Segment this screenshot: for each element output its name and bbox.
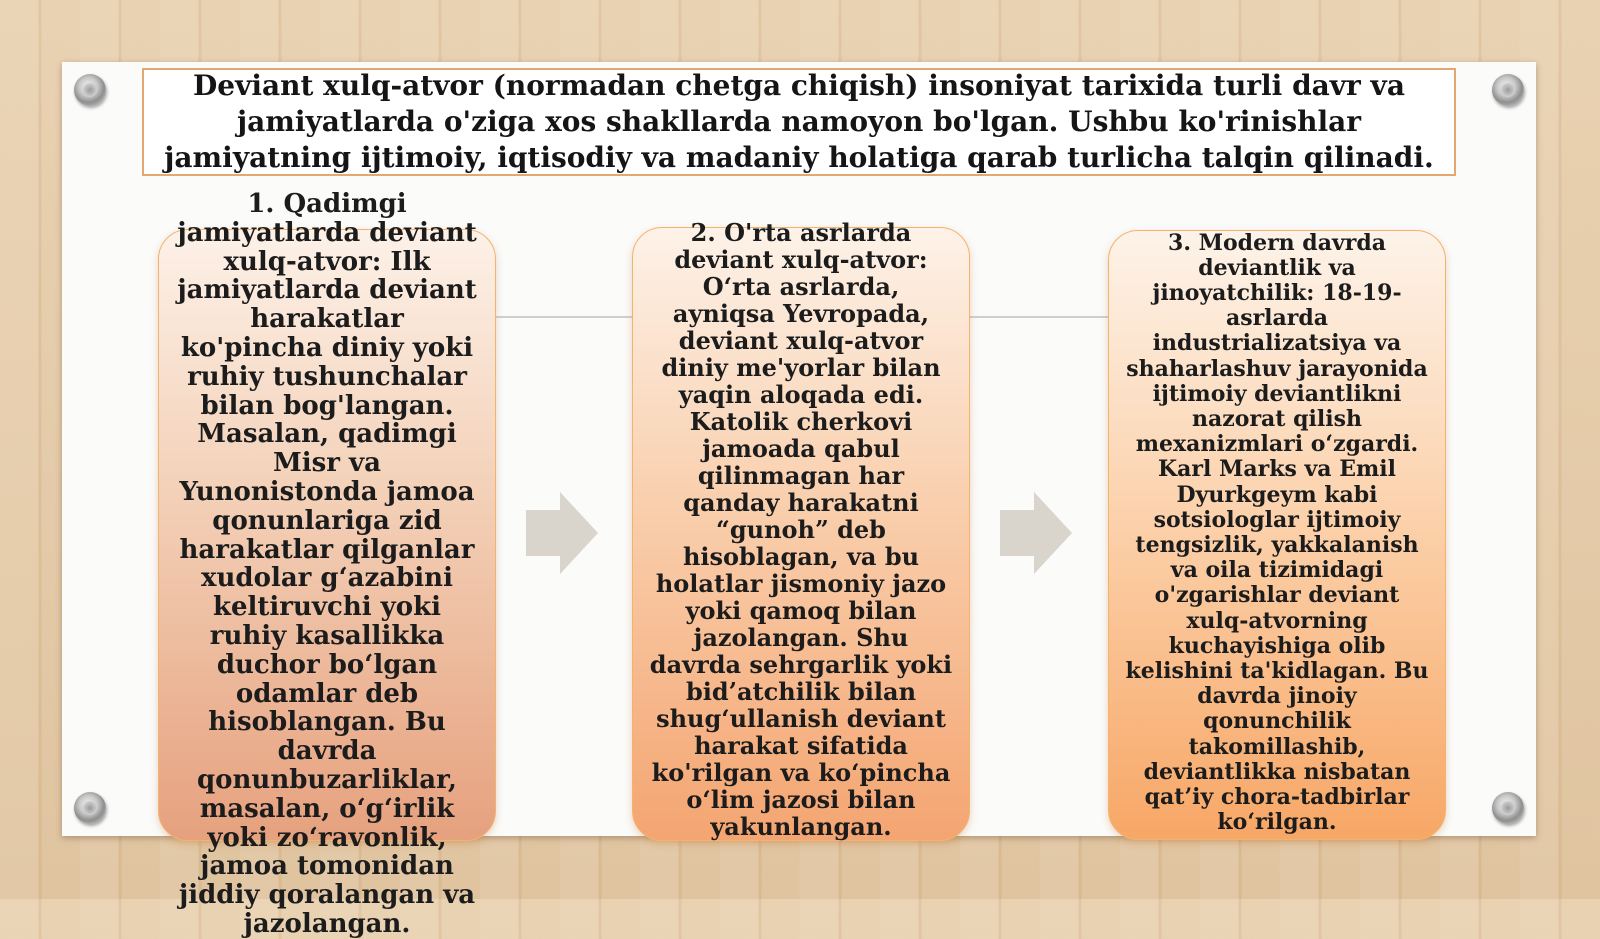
card-middle-ages [632,217,970,841]
pin-icon [1492,792,1524,824]
right-arrow-icon [1000,492,1072,574]
card-text: 3. Modern davrda deviantlik va jinoyatchilik: 18-19-asrlarda industrializatsiya va shaharlashuv jarayonida ijtimoiy deviantlikni nazorat qilish mexanizmlari o‘zgardi. Karl Marks va Emil Dyurkgeym kabi sotsiologlar ijtimoiy tengsizlik, yakkalanish va oila tizimidagi o'zgarishlar deviant xulq-atvorning kuchayishiga olib kelishini ta'kidlagan. Bu davrda jinoiy qonunchilik takomillashib, deviantlikka nisbatan qat’iy chora-tadbirlar ko‘rilgan. [1125,229,1429,836]
card-text: 1. Qadimgi jamiyatlarda deviant xulq-atvor: Ilk jamiyatlarda deviant harakatlar ko'pincha diniy yoki ruhiy tushunchalar bilan bog'langan. Masalan, qadimgi Misr va Yunonistonda jamoa qonunlariga zid harakatlar qilganlar xudolar g‘azabini keltiruvchi yoki ruhiy kasallikka duchor bo‘lgan odamlar deb hisoblangan. Bu davrda qonunbuzarliklar, masalan, o‘g‘irlik yoki zo‘ravonlik, jamoa tomonidan jiddiy qoralangan va jazolangan. [177,189,477,939]
pin-icon [74,74,106,106]
card-ancient-societies [158,189,496,939]
card-modern-era [1108,230,1446,840]
connector-line [970,316,1108,318]
pin-icon [74,792,106,824]
pin-icon [1492,74,1524,106]
slide-title-text: Deviant xulq-atvor (normadan chetga chiqish) insoniyat tarixida turli davr va jamiyatlarda o'ziga xos shakllarda namoyon bo'lgan. Ushbu ko'rinishlar jamiyatning ijtimoiy, iqtisodiy va madaniy holatiga qarab turlicha talqin qilinadi. [164,69,1434,174]
slide-title [142,68,1456,176]
connector-line [496,316,632,318]
right-arrow-icon [526,492,598,574]
card-text: 2. O'rta asrlarda deviant xulq-atvor: O‘rta asrlarda, ayniqsa Yevropada, deviant xulq-atvor diniy me'yorlar bilan yaqin aloqada edi. Katolik cherkovi jamoada qabul qilinmagan har qanday harakatni “gunoh” deb hisoblagan, va bu holatlar jismoniy jazo yoki qamoq bilan jazolangan. Shu davrda sehrgarlik yoki bid’atchilik bilan shug‘ullanish deviant harakat sifatida ko'rilgan va ko‘pincha o‘lim jazosi bilan yakunlangan. [649,217,953,841]
